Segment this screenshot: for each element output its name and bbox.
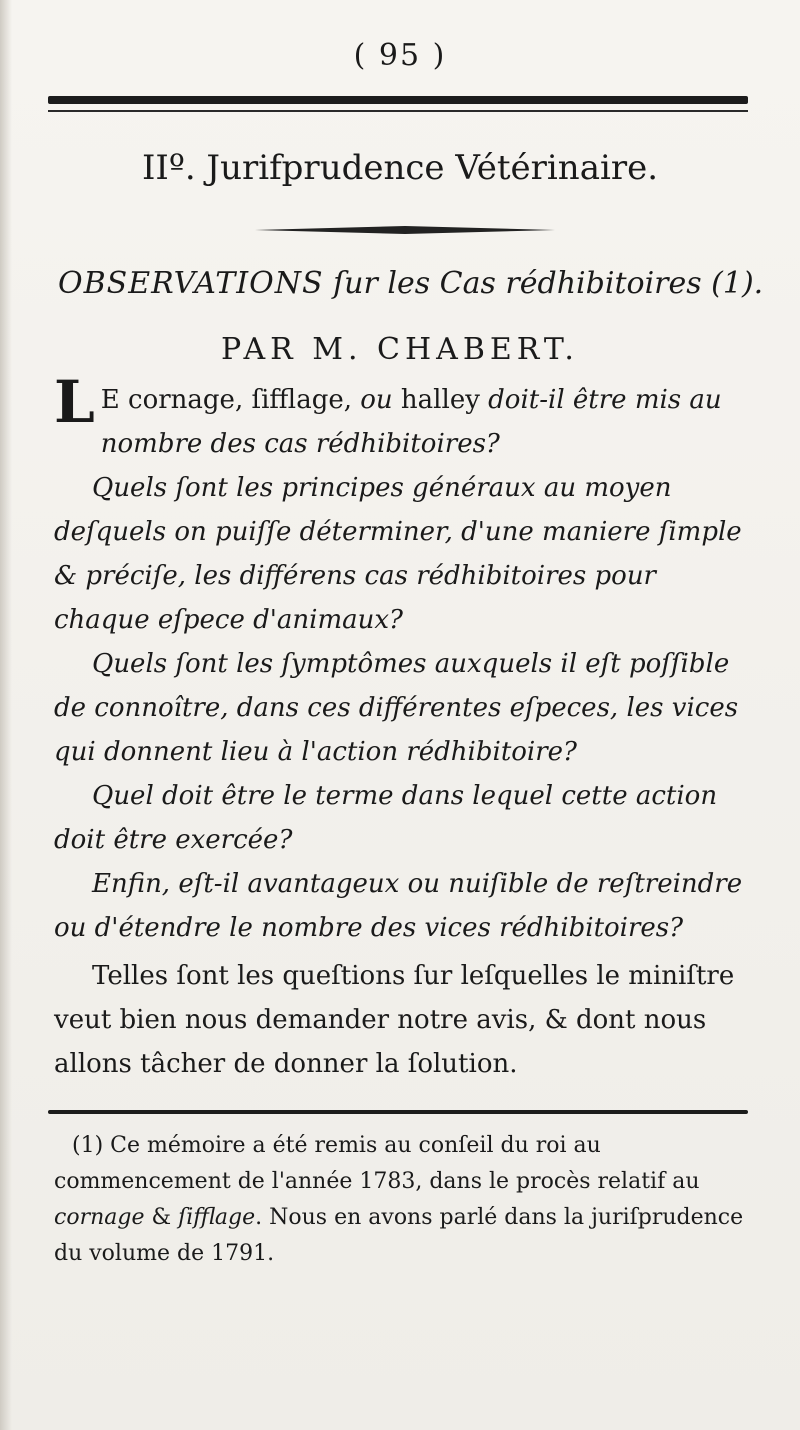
ornamental-rule	[255, 226, 555, 234]
article-body	[54, 368, 754, 1086]
paragraph-4: Quel doit être le terme dans lequel cette action doit être exercée?	[54, 781, 718, 855]
footnote-cornage: cornage	[54, 1205, 145, 1230]
page-number: ( 95 )	[353, 38, 447, 73]
footnote-sifflage: ſifflage	[178, 1205, 256, 1230]
drop-cap: L	[54, 368, 95, 436]
footnote-post: . Nous en avons parlé dans la juriſprudence du volume de 1791.	[54, 1205, 744, 1266]
paragraph-2: Quels ſont les principes généraux au moyen deſquels on puiſſe déterminer, d'une maniere ſimple & préciſe, les différens cas rédhibitoires pour chaque eſpece d'animaux?	[54, 473, 742, 635]
article-title	[58, 266, 778, 301]
paragraph-1-roman2: halley	[392, 385, 489, 415]
footnote-text	[54, 1128, 754, 1272]
footnote-amp: &	[144, 1205, 179, 1230]
article-title-word: OBSERVATIONS	[58, 266, 324, 301]
paragraph-1-roman: E cornage, ſifflage,	[100, 385, 361, 415]
article-title-rest: ſur les Cas rédhibitoires (1).	[333, 266, 764, 301]
paragraph-5: Enfin, eſt-il avantageux ou nuiſible de reſtreindre ou d'étendre le nombre des vices rédhibitoires?	[54, 869, 743, 943]
section-title: IIº. Jurifprudence Vétérinaire.	[141, 148, 659, 188]
paragraph-1	[54, 368, 754, 466]
paragraph-1-ou: ou	[360, 385, 393, 415]
author-byline: PAR M. CHABERT.	[221, 332, 579, 367]
footnote-pre: (1) Ce mémoire a été remis au conſeil du roi au commencement de l'année 1783, dans le procès relatif au	[54, 1133, 700, 1194]
paragraph-1-italic: doit-il être mis au nombre des cas rédhibitoires?	[100, 385, 722, 459]
paragraph-6: Telles ſont les queſtions ſur leſquelles le miniſtre veut bien nous demander notre avis, & dont nous allons tâcher de donner la ſolution.	[54, 961, 735, 1079]
page-edge-shadow	[0, 0, 12, 1430]
footnote-rule	[48, 1110, 748, 1114]
paragraph-3: Quels ſont les ſymptômes auxquels il eſt poſſible de connoître, dans ces différentes eſpeces, les vices qui donnent lieu à l'action rédhibitoire?	[54, 649, 739, 767]
footnote	[54, 1128, 754, 1272]
header-rule-thick	[48, 96, 748, 104]
header-rule-thin	[48, 110, 748, 112]
